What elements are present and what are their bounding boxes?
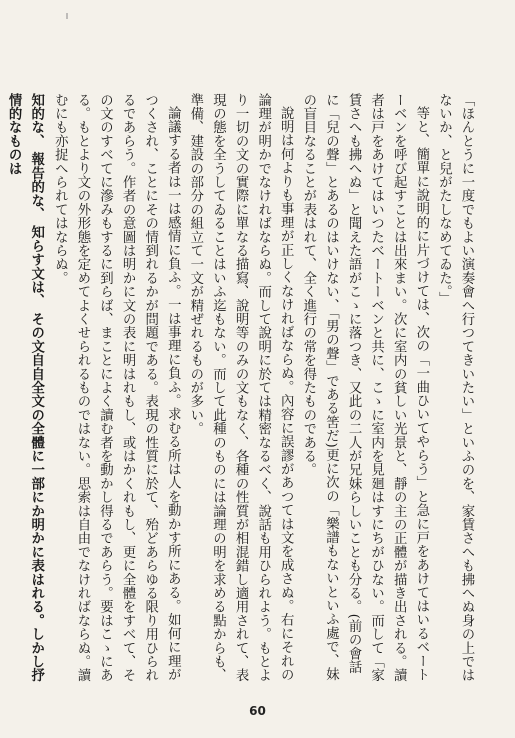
quote-paragraph: 「ほんとうに一度でもよい演奏會へ行つてきいたい」といふのを、家賃さへも拂へぬ身の上ではないか、と兒がたしなめてゐた。」 (436, 93, 474, 683)
emphasis-text: 報告的な、 (28, 152, 45, 221)
vertical-text-body (6, 93, 477, 683)
body-paragraph: 說明は何よりも事理が正しくなければならぬ。內容に誤謬があつては文を成さぬ。右にそれの論理が明かでなければならぬ。而して說明に於ては精密なるべく、說話も用ひられよう。もとより一切の文の實際に單なる描寫、說明等のみの文もなく、各種の性質が相混錯し適用されて、表現の態を全うしてゐることはいふ迄もない。而して此種のものには論理の明を求める點からも、準備、建設の部分の組立て一文が精ぜれるものが多い。 (187, 93, 294, 683)
body-paragraph: 論議する者は一は感情に負ふ。一は事理に負ふ。求むる所は人を動かす所にある。如何に理がつくされ、ことにその情到れるかが問題である。表現の性質に於て、殆どあらゆる限り用ひられるであらう。作者の意圖は明かに文の表に明はれもし、或はかくれもし、更に全體をすべて、その文のすべてに滲みもするに到らば、まことによく讀む者を動かし得るであらう。要はこゝにある。もとより文の外形態を定めてよくせられるものではない。思索は自由でなければならぬ。讀むにも亦捉へられてはならぬ。 (52, 93, 181, 683)
emphasis-text: その文自自全文の全體に一部にか明かに表はれる。しかし抒情的なものは (6, 93, 45, 683)
emphasis-paragraph (3, 93, 48, 683)
print-speck (66, 13, 68, 19)
emphasis-text: 知らす文は、 (28, 225, 45, 308)
body-paragraph: 等と、簡單に說明的に片づけては、次の「一曲ひいてやらう」と急に戸をあけてはいるベートーベンを呼び起すことは出來まい。次に室内の貧しい光景と、靜の主の正體が描き出される。讀者は戸をあけてはいつたべートーベンと共に、こゝに室内を見廻はすにちがひない。而して「家賃さへも拂へぬ」と聞えた語がこゝに落つき、又此の二人が兄妹らしいことも分る。(前の會話に「兒の聲」とあるのはいけない、「男の聲」である筈だ)更に次の「樂譜もないといふ處で、妹の盲目なることが表はれて、全く進行の常を得たものである。 (300, 93, 429, 683)
emphasis-text: 知的な、 (28, 93, 45, 148)
page-number: 60 (249, 704, 266, 718)
